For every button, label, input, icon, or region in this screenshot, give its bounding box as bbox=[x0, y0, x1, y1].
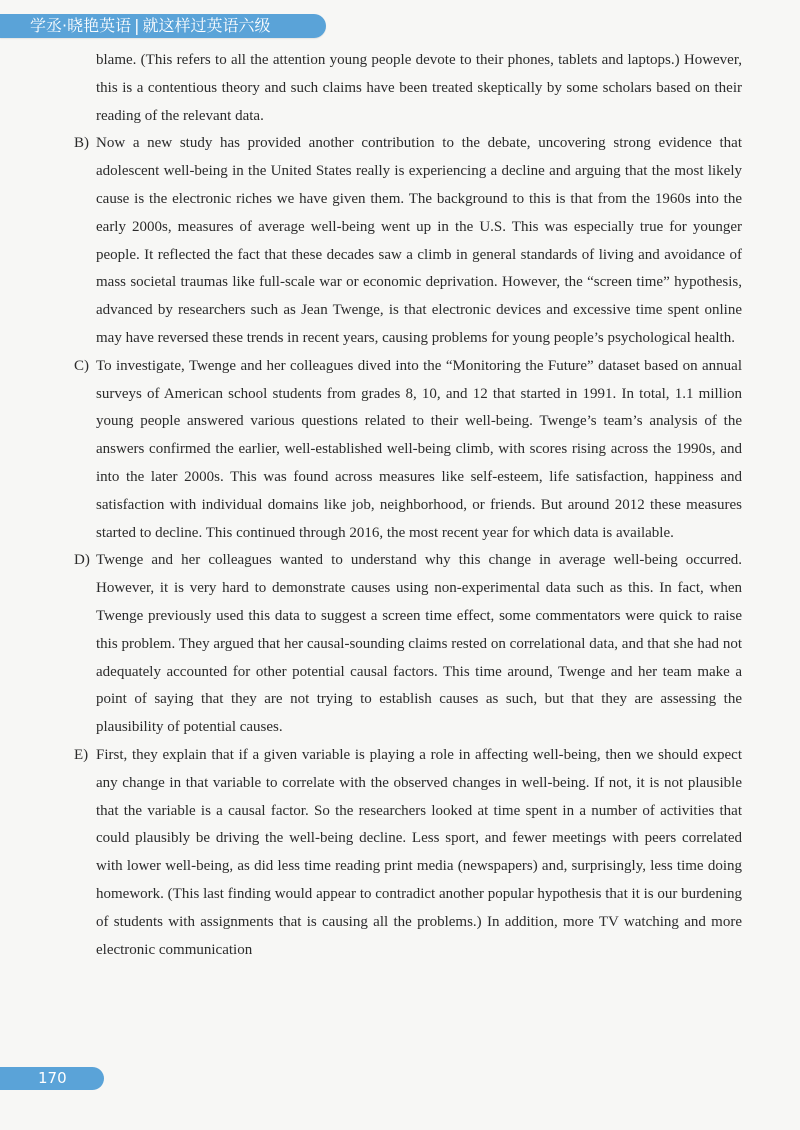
series-name: 学丞 bbox=[30, 16, 63, 35]
paragraph-text: blame. (This refers to all the attention young people devote to their phones, tablets and laptops.) However, this is a contentious theory and such claims have been treated skeptically by some scholars based on their reading of the relevant data. bbox=[96, 52, 742, 124]
paragraph-text: To investigate, Twenge and her colleagues dived into the “Monitoring the Future” dataset based on annual surveys of American school students from grades 8, 10, and 12 that started in 1991. In total, 1.1 million young people answered various questions related to their well-being. Twenge’s team’s analysis of the answers confirmed the earlier, well-established well-being climb, with scores rising across the 1990s, and into the later 2000s. This was found across measures like self-esteem, life satisfaction, happiness and satisfaction with individual domains like job, neighborhood, or friends. But around 2012 these measures started to decline. This continued through 2016, the most recent year for which data is available. bbox=[96, 357, 742, 541]
paragraph-b bbox=[74, 130, 742, 352]
reading-passage bbox=[74, 47, 742, 964]
book-subtitle: 就这样过英语六级 bbox=[142, 16, 271, 35]
running-header bbox=[0, 14, 326, 38]
running-header-text bbox=[30, 16, 271, 36]
paragraph-text: Twenge and her colleagues wanted to understand why this change in average well-being occurred. However, it is very hard to demonstrate causes using non-experimental data such as this. In fact, when Twenge previously used this data to suggest a screen time effect, some commentators were quick to raise this problem. They argued that her causal-sounding claims rested on correlational data, and that she had not adequately accounted for other potential causal factors. This time around, Twenge and her team make a point of saying that they are not trying to establish causes as such, but that they are assessing the plausibility of potential causes. bbox=[96, 552, 742, 736]
paragraph-e bbox=[74, 742, 742, 964]
paragraph-c bbox=[74, 353, 742, 548]
paragraph-continued bbox=[74, 47, 742, 130]
paragraph-text: Now a new study has provided another contribution to the debate, uncovering strong evidence that adolescent well-being in the United States really is experiencing a decline and arguing that the most likely cause is the electronic riches we have given them. The background to this is that from the 1960s into the early 2000s, measures of average well-being went up in the U.S. This was especially true for younger people. It reflected the fact that these decades saw a climb in general standards of living and avoidance of mass societal traumas like full-scale war or economic deprivation. However, the “screen time” hypothesis, advanced by researchers such as Jean Twenge, is that electronic devices and excessive time spent online may have reversed these trends in recent years, causing problems for young people’s psychological health. bbox=[96, 135, 742, 346]
header-separator: | bbox=[134, 16, 140, 35]
paragraph-label: E) bbox=[74, 746, 89, 763]
paragraph-d bbox=[74, 547, 742, 742]
header-dot: · bbox=[62, 16, 68, 35]
page-number-tab bbox=[0, 1067, 104, 1090]
paragraph-label: C) bbox=[74, 357, 89, 374]
paragraph-label: B) bbox=[74, 135, 89, 152]
brand-name: 晓艳英语 bbox=[67, 16, 132, 35]
paragraph-text: First, they explain that if a given variable is playing a role in affecting well-being, then we should expect any change in that variable to correlate with the observed changes in well-being. If not, it is not plausible that the variable is a causal factor. So the researchers looked at time spent in a number of activities that could plausibly be driving the well-being decline. Less sport, and fewer meetings with peers correlated with lower well-being, as did less time reading print media (newspapers) and, surprisingly, less time doing homework. (This last finding would appear to contradict another popular hypothesis that it is our burdening of students with assignments that is causing all the problems.) In addition, more TV watching and more electronic communication bbox=[96, 746, 742, 958]
page-number: 170 bbox=[38, 1069, 67, 1087]
paragraph-label: D) bbox=[74, 552, 90, 569]
